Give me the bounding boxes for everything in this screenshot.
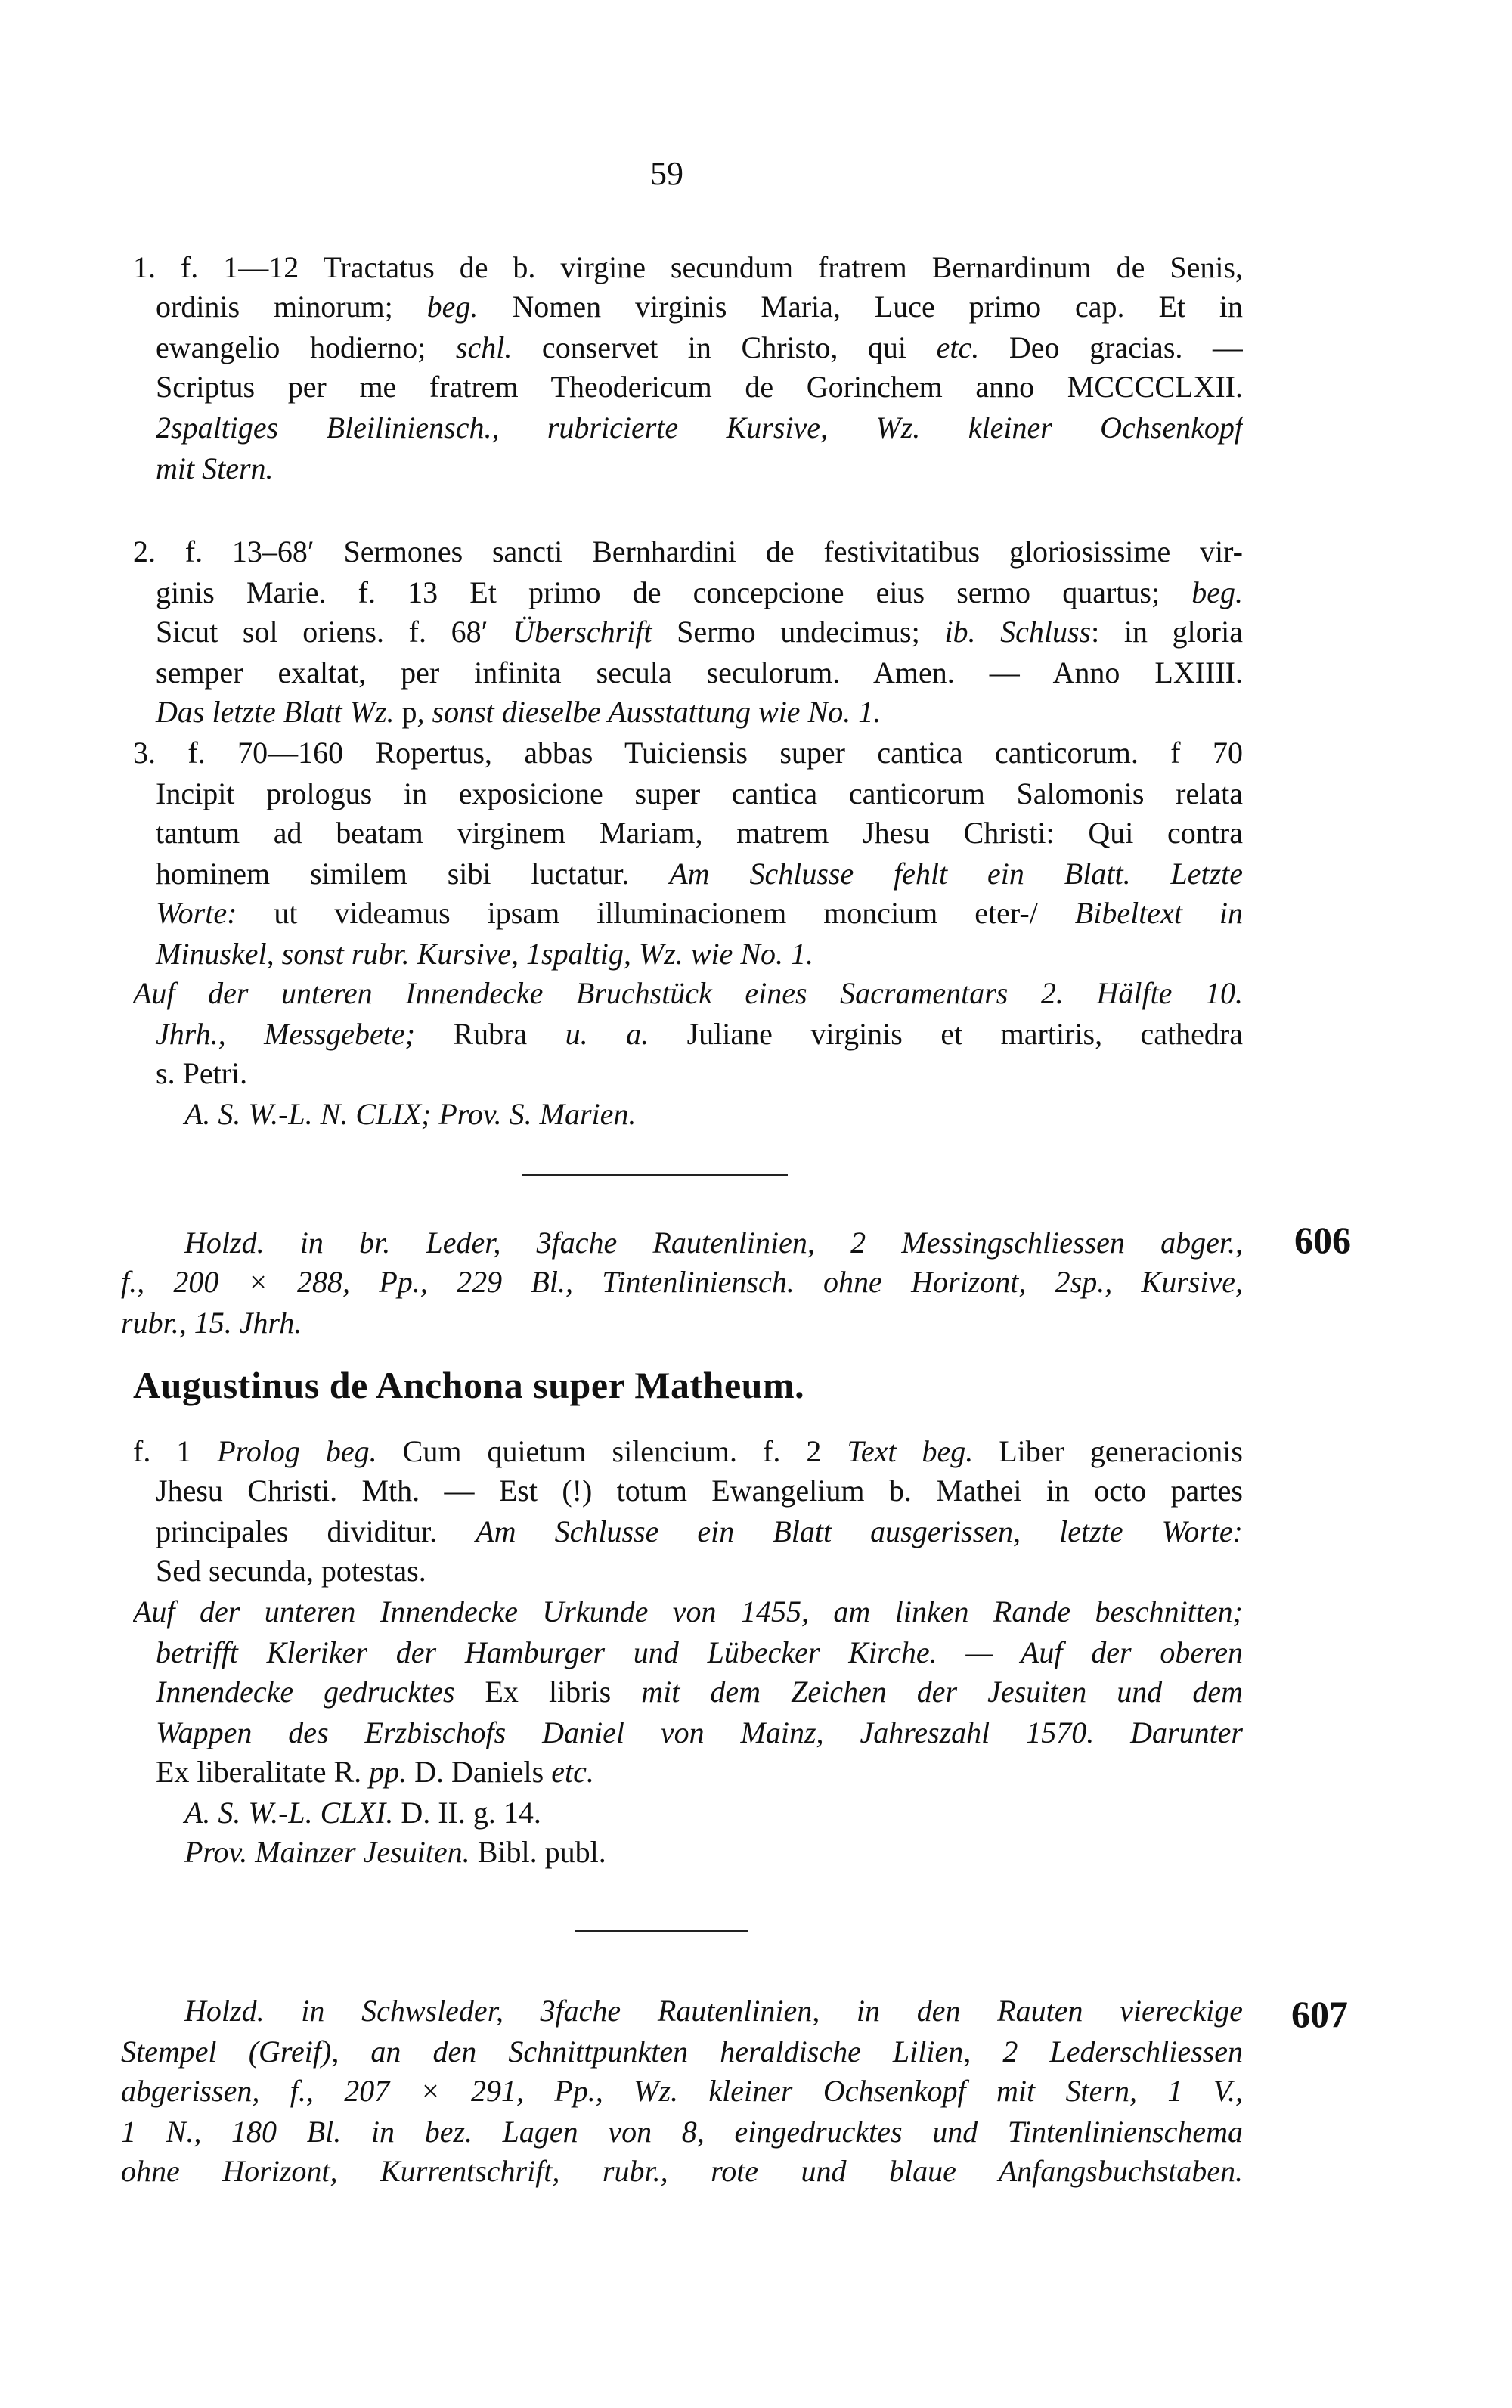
roman-text: Ex liberalitate R. xyxy=(156,1755,370,1789)
italic-text: betrifft Kleriker der Hamburger und Lübecker Kirche. — Auf der oberen xyxy=(156,1635,1243,1669)
description-607-line xyxy=(121,2112,1243,2152)
roman-text: Jhesu Christi. Mth. — Est (!) totum Ewangelium b. Mathei in octo partes xyxy=(156,1474,1243,1508)
contents-606-line xyxy=(156,1511,1243,1552)
roman-text: f. 1 xyxy=(133,1434,218,1468)
item-3-line xyxy=(156,773,1243,814)
description-606-line xyxy=(121,1303,302,1343)
italic-text: u. a. xyxy=(565,1017,649,1051)
roman-text: tantum ad beatam virginem Mariam, matrem Jhesu Christi: Qui contra xyxy=(156,816,1243,850)
description-607-line xyxy=(121,2071,1243,2112)
italic-text: Auf der unteren Innendecke Urkunde von 1455, am linken Rande beschnitten; xyxy=(133,1594,1243,1629)
roman-text: Sed secunda, potestas. xyxy=(156,1554,426,1588)
italic-text: etc. xyxy=(551,1755,594,1789)
item-2-line xyxy=(156,612,1243,652)
italic-text: ohne Horizont, Kurrentschrift, rubr., rote und blaue Anfangsbuchstaben. xyxy=(121,2154,1243,2188)
italic-text: Am Schlusse ein Blatt ausgerissen, letzte Worte: xyxy=(476,1514,1243,1548)
italic-text: f., 200 × 288, Pp., 229 Bl., Tintenliniensch. ohne Horizont, 2sp., Kursive, xyxy=(121,1265,1243,1299)
section-divider xyxy=(575,1930,748,1932)
italic-text: beg. xyxy=(1191,575,1243,609)
italic-text: 1 N., 180 Bl. in bez. Lagen von 8, eingedrucktes und Tintenlinienschema xyxy=(121,2115,1243,2149)
roman-text: Sermo undecimus; xyxy=(652,615,945,649)
manuscript-number-607: 607 xyxy=(1291,1993,1348,2035)
italic-text: 2spaltiges Bleiliniensch., rubricierte Kursive, Wz. kleiner Ochsenkopf xyxy=(156,411,1243,445)
binding-note-605-line xyxy=(156,1014,1243,1055)
roman-text: ginis Marie. f. 13 Et primo de concepcione eius sermo quartus; xyxy=(156,575,1192,609)
contents-606-line xyxy=(156,1632,1243,1673)
italic-text: Innendecke gedrucktes xyxy=(156,1675,485,1709)
roman-text: Scriptus per me fratrem Theodericum de Gorinchem anno MCCCCLXII. xyxy=(156,370,1243,404)
roman-text: ut videamus ipsam illuminacionem moncium eter-/ xyxy=(237,896,1075,930)
italic-text: mit dem Zeichen der Jesuiten und dem xyxy=(641,1675,1243,1709)
contents-606-line xyxy=(156,1672,1243,1712)
italic-text: Wappen des Erzbischofs Daniel von Mainz, Jahreszahl 1570. Darunter xyxy=(156,1715,1243,1749)
description-607-line xyxy=(184,1991,1243,2031)
manuscript-number-606: 606 xyxy=(1294,1219,1351,1261)
section-heading: Augustinus de Anchona super Matheum. xyxy=(133,1364,805,1406)
roman-text: Sicut sol oriens. f. 68′ xyxy=(156,615,513,649)
roman-text: D. II. g. 14. xyxy=(393,1796,541,1830)
roman-text: conservet in Christo, qui xyxy=(512,330,937,364)
roman-text: 3. f. 70—160 Ropertus, abbas Tuiciensis super cantica canticorum. f 70 xyxy=(133,736,1243,770)
italic-text: A. S. W.-L. N. CLIX; Prov. S. Marien. xyxy=(184,1097,637,1131)
roman-text: Juliane virginis et martiris, cathedra xyxy=(649,1017,1243,1051)
contents-606-line xyxy=(184,1793,541,1833)
italic-text: Holzd. in Schwsleder, 3fache Rautenlinien, in den Rauten viereckige xyxy=(184,1994,1243,2028)
item-2-line xyxy=(156,692,881,733)
item-1-line xyxy=(156,367,1243,408)
italic-text: Text beg. xyxy=(847,1434,974,1468)
italic-text: beg. xyxy=(426,290,479,324)
roman-text: s. Petri. xyxy=(156,1056,248,1090)
italic-text: etc. xyxy=(936,330,980,364)
italic-text: Am Schlusse fehlt ein Blatt. Letzte xyxy=(669,857,1243,891)
italic-text: Bibeltext in xyxy=(1074,896,1243,930)
item-3-line xyxy=(156,934,813,975)
italic-text: A. S. W.-L. CLXI. xyxy=(184,1796,394,1830)
italic-text: Stempel (Greif), an den Schnittpunkten heraldische Lilien, 2 Lederschliessen xyxy=(121,2035,1243,2069)
italic-text: rubr., 15. Jhrh. xyxy=(121,1306,302,1340)
item-2-line xyxy=(156,572,1243,613)
item-2-line xyxy=(156,652,1243,693)
binding-note-605-line xyxy=(156,1053,247,1094)
item-2-line xyxy=(133,531,1243,572)
item-3-line xyxy=(156,813,1243,854)
description-607-line xyxy=(121,2151,1243,2192)
italic-text: abgerissen, f., 207 × 291, Pp., Wz. kleiner Ochsenkopf mit Stern, 1 V., xyxy=(121,2074,1243,2108)
italic-text: ib. Schluss xyxy=(944,615,1092,649)
contents-606-line xyxy=(156,1471,1243,1511)
roman-text: Nomen virginis Maria, Luce primo cap. Et in xyxy=(478,290,1243,324)
roman-text: Rubra xyxy=(414,1017,565,1051)
italic-text: , sonst dieselbe Ausstattung wie No. 1. xyxy=(417,695,881,729)
item-1-line xyxy=(156,448,274,489)
contents-606-line xyxy=(156,1712,1243,1753)
roman-text: 1. f. 1—12 Tractatus de b. virgine secundum fratrem Bernardinum de Senis, xyxy=(133,250,1243,284)
item-1-line xyxy=(156,327,1243,368)
italic-text: mit Stern. xyxy=(156,451,274,485)
italic-text: Worte: xyxy=(156,896,237,930)
italic-text: pp. xyxy=(369,1755,407,1789)
contents-606-line xyxy=(184,1832,606,1873)
description-606-line xyxy=(121,1262,1243,1303)
roman-text: semper exaltat, per infinita secula seculorum. Amen. — Anno LXIIII. xyxy=(156,655,1243,690)
binding-note-605-line xyxy=(133,973,1243,1014)
description-607-line xyxy=(121,2031,1243,2072)
roman-text: Deo gracias. — xyxy=(979,330,1243,364)
roman-text: Incipit prologus in exposicione super cantica canticorum Salomonis relata xyxy=(156,776,1243,810)
roman-text: ordinis minorum; xyxy=(156,290,427,324)
roman-text: Bibl. publ. xyxy=(469,1835,606,1869)
roman-text: ewangelio hodierno; xyxy=(156,330,456,364)
roman-text: Cum quietum silencium. f. 2 xyxy=(376,1434,847,1468)
italic-text: Minuskel, sonst rubr. Kursive, 1spaltig, Wz. wie No. 1. xyxy=(156,937,814,971)
roman-text: 2. f. 13–68′ Sermones sancti Bernhardini de festivitatibus gloriosissime vir- xyxy=(133,535,1243,569)
page-number: 59 xyxy=(650,155,683,192)
roman-text: D. Daniels xyxy=(407,1755,552,1789)
contents-606-line xyxy=(133,1431,1243,1472)
contents-606-line xyxy=(133,1591,1243,1632)
roman-text: : in gloria xyxy=(1091,615,1243,649)
item-1-line xyxy=(133,247,1243,288)
item-1-line xyxy=(156,408,1243,448)
italic-text: Überschrift xyxy=(513,615,652,649)
roman-text: Liber generacionis xyxy=(973,1434,1243,1468)
italic-text: Das letzte Blatt Wz. xyxy=(156,695,402,729)
binding-note-605-line xyxy=(184,1094,636,1135)
item-1-line xyxy=(156,287,1243,327)
section-divider xyxy=(522,1174,788,1176)
italic-text: Prov. Mainzer Jesuiten. xyxy=(184,1835,470,1869)
roman-text: Ex libris xyxy=(485,1675,642,1709)
contents-606-line xyxy=(156,1551,426,1591)
item-3-line xyxy=(156,854,1243,894)
italic-text: Jhrh., Messgebete; xyxy=(156,1017,415,1051)
italic-text: schl. xyxy=(455,330,513,364)
roman-text: principales dividitur. xyxy=(156,1514,476,1548)
roman-text: hominem similem sibi luctatur. xyxy=(156,857,670,891)
roman-text: p xyxy=(401,695,417,729)
description-606-line xyxy=(184,1223,1243,1263)
italic-text: Auf der unteren Innendecke Bruchstück eines Sacramentars 2. Hälfte 10. xyxy=(133,976,1243,1010)
item-3-line xyxy=(133,733,1243,773)
italic-text: Holzd. in br. Leder, 3fache Rautenlinien, 2 Messingschliessen abger., xyxy=(184,1226,1243,1260)
contents-606-line xyxy=(156,1752,594,1793)
item-3-line xyxy=(156,893,1243,934)
italic-text: Prolog beg. xyxy=(217,1434,377,1468)
